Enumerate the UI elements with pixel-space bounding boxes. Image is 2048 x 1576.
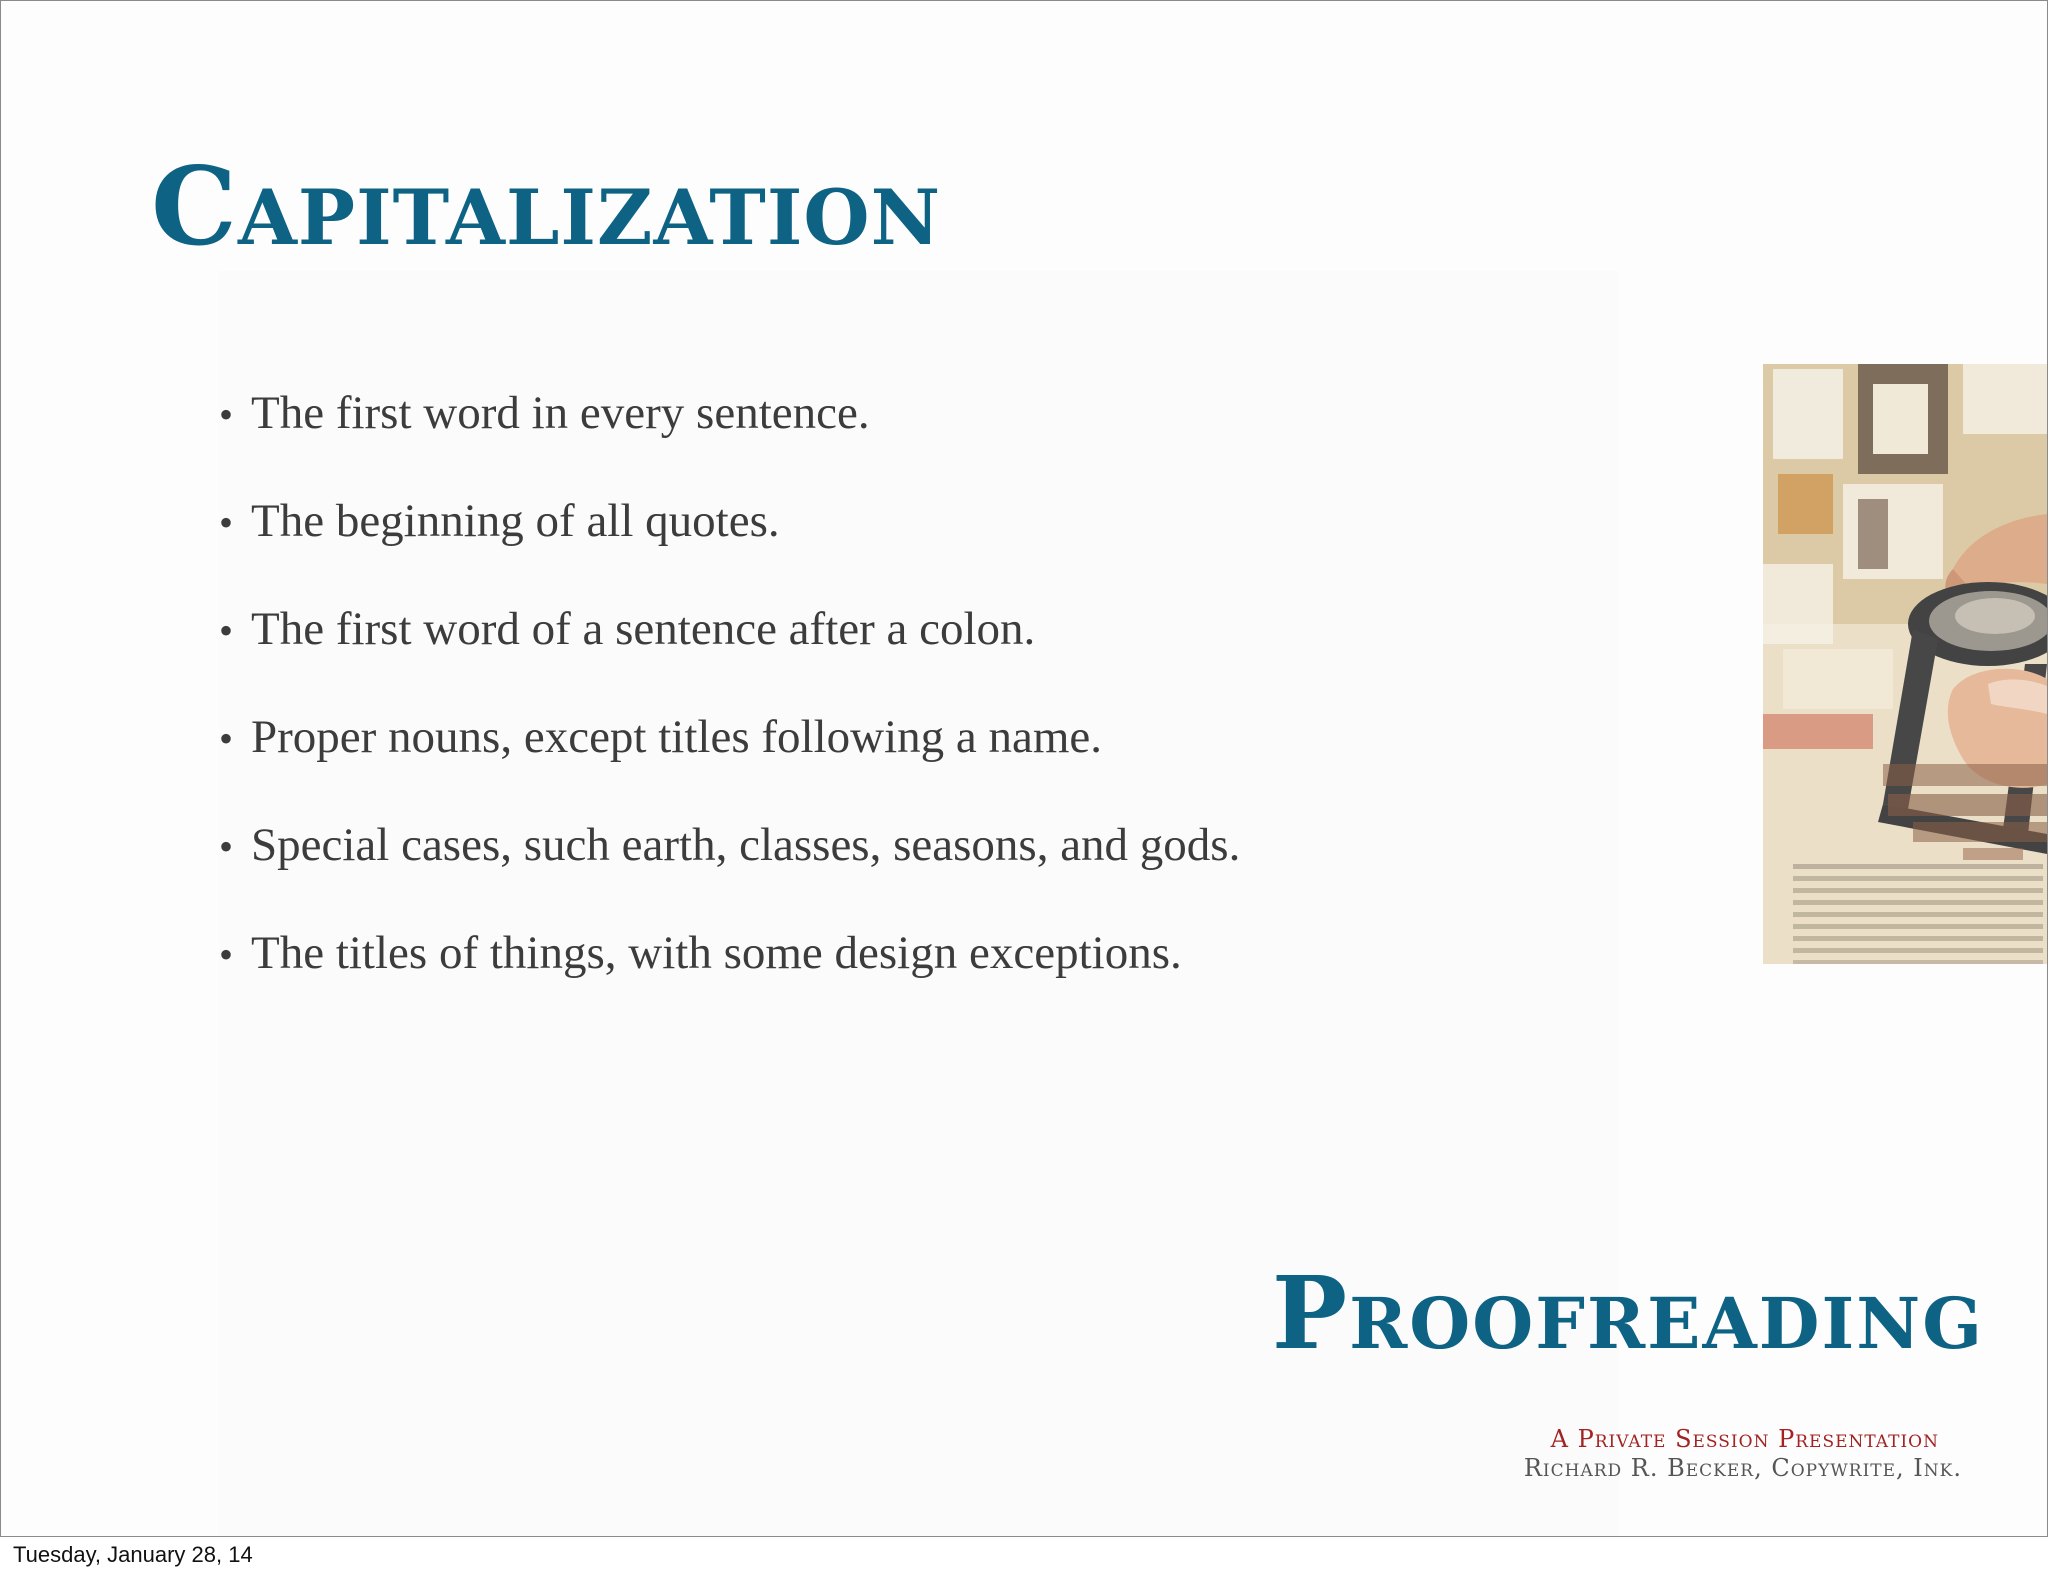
magnifier-newspaper-photo <box>1763 364 2047 964</box>
list-item <box>219 381 1240 489</box>
bullet-dot: • <box>219 500 234 545</box>
slide-title: Capitalization <box>151 144 942 270</box>
bullet-text: The titles of things, with some design exceptions. <box>251 927 1182 979</box>
bullet-text: The first word of a sentence after a colon. <box>251 603 1036 655</box>
bullet-dot: • <box>219 608 234 653</box>
bullet-text: Proper nouns, except titles following a name. <box>251 711 1103 763</box>
list-item <box>219 489 1240 597</box>
list-item <box>219 813 1240 921</box>
list-item <box>219 921 1240 1029</box>
bullet-dot: • <box>219 824 234 869</box>
magnifier-newspaper-illustration <box>1763 364 2047 964</box>
bullet-list <box>219 381 1240 1029</box>
bullet-text: Special cases, such earth, classes, seasons, and gods. <box>251 819 1241 871</box>
branding-author: Richard R. Becker, Copywrite, Ink. <box>1523 1454 1962 1482</box>
bullet-text: The first word in every sentence. <box>251 387 870 439</box>
bullet-dot: • <box>219 716 234 761</box>
branding-subtitle: A Private Session Presentation <box>1550 1425 1939 1453</box>
list-item <box>219 705 1240 813</box>
footer-date: Tuesday, January 28, 14 <box>13 1542 253 1567</box>
list-item <box>219 597 1240 705</box>
bullet-text: The beginning of all quotes. <box>251 495 780 547</box>
bullet-dot: • <box>219 932 234 977</box>
branding-title: Proofreading <box>1271 1254 1984 1372</box>
bullet-dot: • <box>219 392 234 437</box>
